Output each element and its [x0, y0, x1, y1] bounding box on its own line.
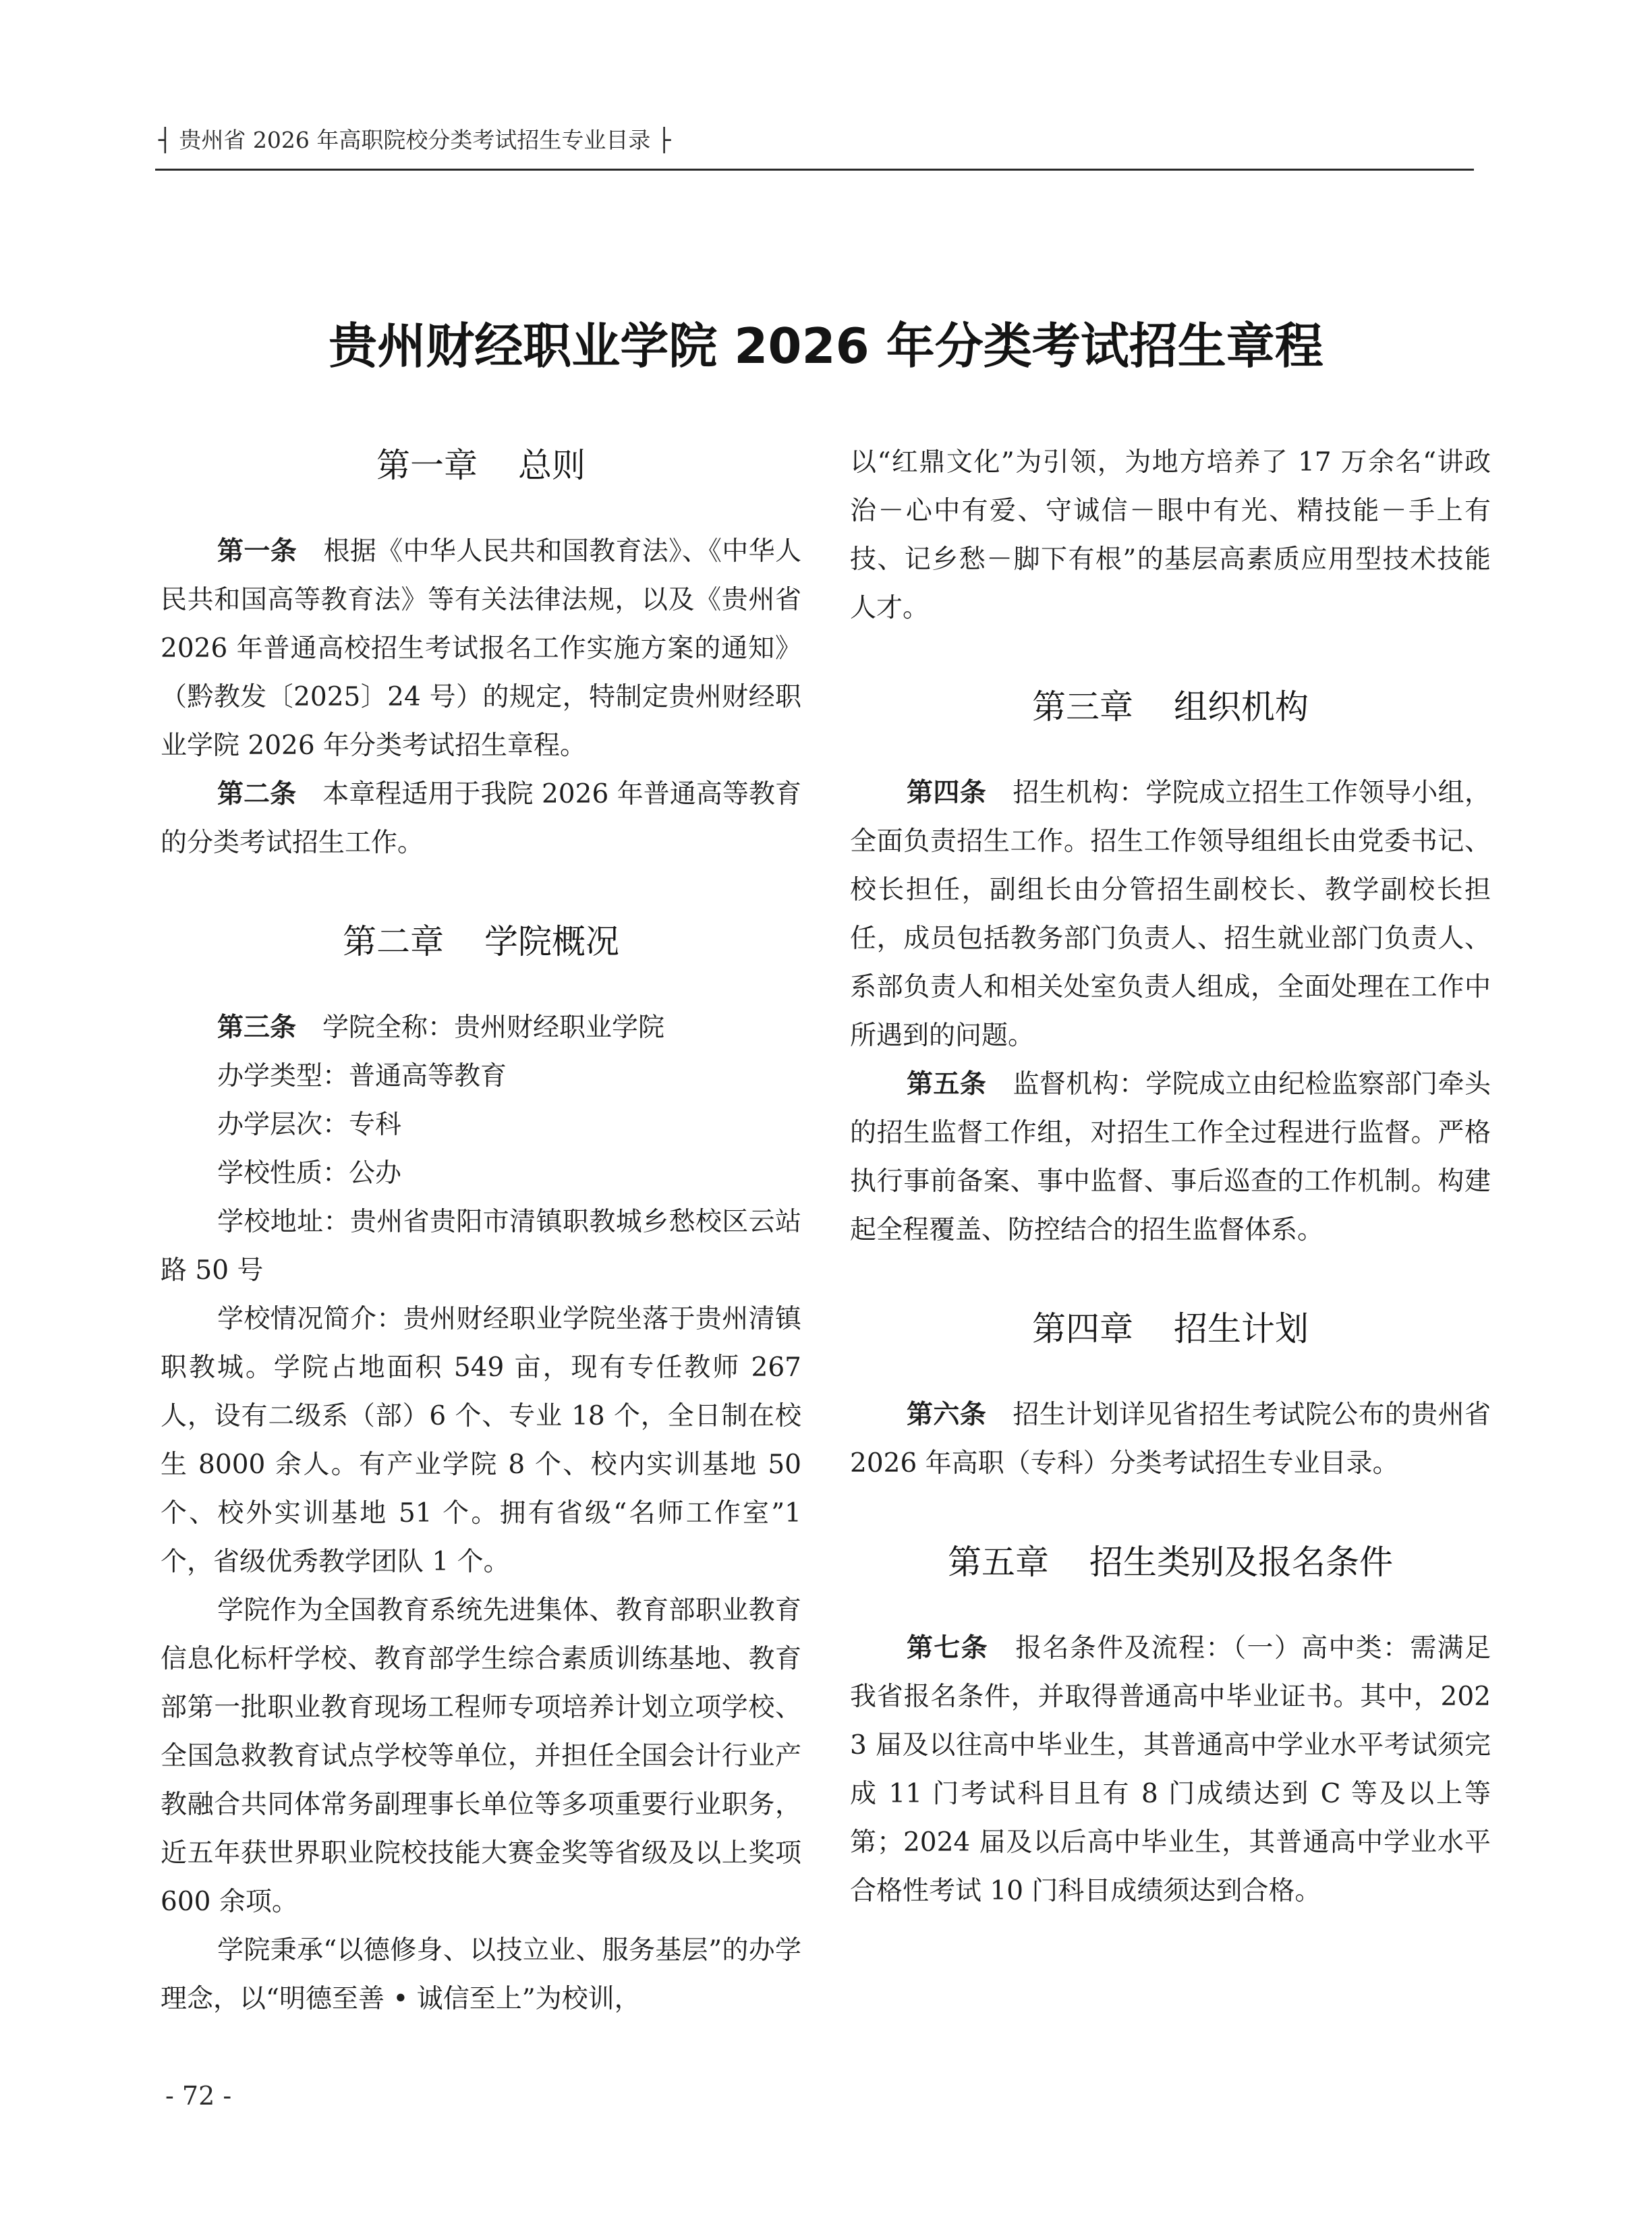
school-type: 办学类型：普通高等教育: [217, 1061, 507, 1091]
chapter-name: 招生类别及报名条件: [1089, 1543, 1393, 1582]
chapter-3-heading: [850, 680, 1491, 729]
chapter-name: 组织机构: [1174, 687, 1309, 726]
document-title: 贵州财经职业学院 2026 年分类考试招生章程: [329, 318, 1323, 374]
chapter-5-heading: [850, 1535, 1491, 1584]
chapter-4-heading: [850, 1302, 1491, 1350]
school-motto: 学院秉承“以德修身、以技立业、服务基层”的办学理念，以“明德至善 • 诚信至上”为校训，: [161, 1935, 801, 2014]
article-4: [850, 769, 1491, 1060]
chapter-1-heading: [161, 438, 801, 487]
chapter-2-heading: [161, 915, 801, 963]
article-label: 第六条: [907, 1400, 987, 1430]
article-5: [850, 1060, 1491, 1255]
chapter-name: 招生计划: [1174, 1309, 1309, 1348]
article-text: 招生机构：学院成立招生工作领导小组，全面负责招生工作。招生工作领导组组长由党委书记、校长担任，副组长由分管招生副校长、教学副校长担任，成员包括教务部门负责人、招生就业部门负责人、系部负责人和相关处室负责人组成，全面处理在工作中所遇到的问题。: [850, 778, 1491, 1051]
school-nature: 学校性质：公办: [217, 1158, 402, 1189]
chapter-number: 第五章: [948, 1543, 1049, 1582]
article-label: 第三条: [217, 1012, 297, 1043]
school-level: 办学层次：专科: [217, 1110, 402, 1140]
motto-continued: 以“红鼎文化”为引领，为地方培养了 17 万余名“讲政治－心中有爱、守诚信－眼中有光、精技能－手上有技、记乡愁－脚下有根”的基层高素质应用型技术技能人才。: [850, 447, 1491, 623]
chapter-number: 第一章: [376, 446, 478, 485]
article-label: 第七条: [907, 1633, 988, 1663]
chapter-name: 学院概况: [484, 922, 619, 961]
article-label: 第五条: [907, 1069, 987, 1100]
article-7: [850, 1624, 1491, 1916]
school-address: 学校地址：贵州省贵阳市清镇职教城乡愁校区云站路 50 号: [161, 1207, 801, 1286]
school-honors: 学院作为全国教育系统先进集体、教育部职业教育信息化标杆学校、教育部学生综合素质训练基地、教育部第一批职业教育现场工程师专项培养计划立项学校、全国急救教育试点学校等单位，并担任全国会计行业产教融合共同体常务副理事长单位等多项重要行业职务，近五年获世界职业院校技能大赛金奖等省级及以上奖项 600 余项。: [161, 1595, 801, 1917]
article-label: 第一条: [217, 536, 297, 567]
article-text: 监督机构：学院成立由纪检监察部门牵头的招生监督工作组，对招生工作全过程进行监督。严格执行事前备案、事中监督、事后巡查的工作机制。构建起全程覆盖、防控结合的招生监督体系。: [850, 1069, 1491, 1245]
article-6: [850, 1391, 1491, 1488]
article-2: [161, 770, 801, 867]
header-rule: [155, 169, 1474, 171]
page-number: - 72 -: [165, 2081, 232, 2111]
article-1: [161, 527, 801, 770]
article-text: 学院全称：贵州财经职业学院: [322, 1012, 665, 1043]
chapter-number: 第二章: [343, 922, 444, 961]
chapter-name: 总则: [518, 446, 586, 485]
left-column: [161, 438, 801, 2024]
article-text: 招生计划详见省招生考试院公布的贵州省 2026 年高职（专科）分类考试招生专业目录。: [850, 1400, 1491, 1479]
article-label: 第二条: [217, 779, 297, 809]
chapter-number: 第三章: [1032, 687, 1133, 726]
article-label: 第四条: [907, 778, 987, 808]
article-text: 根据《中华人民共和国教育法》、《中华人民共和国高等教育法》等有关法律法规，以及《贵州省 2026 年普通高校招生考试报名工作实施方案的通知》（黔教发〔2025〕24 号）的规定，特制定贵州财经职业学院 2026 年分类考试招生章程。: [161, 536, 801, 761]
article-text: 本章程适用于我院 2026 年普通高等教育的分类考试招生工作。: [161, 779, 801, 858]
running-header: ┤ 贵州省 2026 年高职院校分类考试招生专业目录 ├: [159, 127, 671, 153]
right-column: [850, 438, 1491, 1916]
article-3: [161, 1004, 801, 1052]
chapter-number: 第四章: [1032, 1309, 1133, 1348]
school-intro: 学校情况简介：贵州财经职业学院坐落于贵州清镇职教城。学院占地面积 549 亩，现有专任教师 267 人，设有二级系（部）6 个、专业 18 个，全日制在校生 8000 余人。有产业学院 8 个、校内实训基地 50 个、校外实训基地 51 个。拥有省级“名师工作室”1 个，省级优秀教学团队 1 个。: [161, 1304, 801, 1577]
article-text: 报名条件及流程：（一）高中类：需满足我省报名条件，并取得普通高中毕业证书。其中，2023 届及以往高中毕业生，其普通高中学业水平考试须完成 11 门考试科目且有 8 门成绩达到 C 等及以上等第；2024 届及以后高中毕业生，其普通高中学业水平合格性考试 10 门科目成绩须达到合格。: [850, 1633, 1491, 1906]
